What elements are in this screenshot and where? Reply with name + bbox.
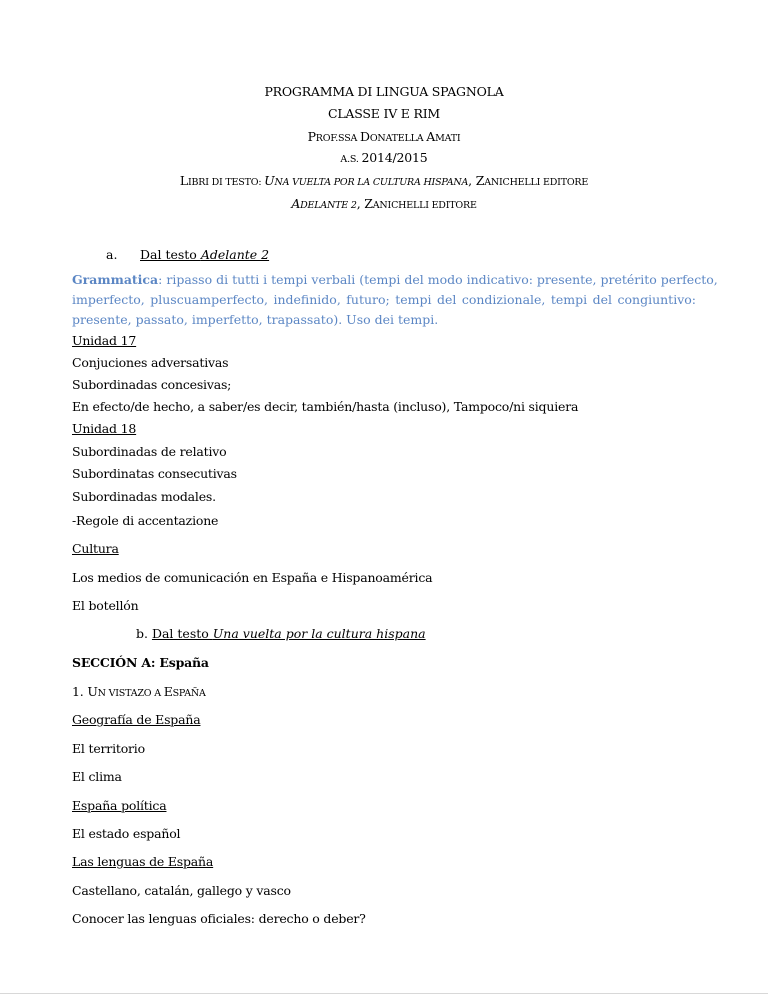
- list-item: El clima: [72, 769, 122, 784]
- grammatica-paragraph: Grammatica: ripasso di tutti i tempi verbali (tempi del modo indicativo: presente, pretérito perfecto, imperfecto, pluscuamperfecto, indefinido, futuro; tempi del condizionale, tempi del congiuntivo: presente, passato, imperfetto, trapassato). Uso dei tempi.: [72, 272, 718, 327]
- teacher-name: PROF.SSA DONATELLA AMATI: [307, 129, 461, 144]
- list-item: El estado español: [72, 826, 181, 841]
- list-item: El botellón: [72, 598, 139, 613]
- politica-heading: España política: [72, 798, 167, 813]
- list-item: Subordinatas consecutivas: [72, 466, 237, 481]
- list-item: Subordinadas modales.: [72, 489, 216, 504]
- unidad-18-heading: Unidad 18: [72, 421, 137, 436]
- document-title: PROGRAMMA DI LINGUA SPAGNOLA: [264, 84, 504, 99]
- list-item: -Regole di accentazione: [72, 513, 219, 528]
- list-item: Los medios de comunicación en España e Hispanoamérica: [72, 570, 433, 585]
- list-item: Conocer las lenguas oficiales: derecho o deber?: [72, 911, 366, 926]
- list-item: Subordinadas de relativo: [72, 444, 227, 459]
- vistazo-heading: 1. UN VISTAZO A ESPAÑA: [72, 684, 206, 699]
- class-name: CLASSE IV E RIM: [327, 106, 441, 121]
- list-item: Conjuciones adversativas: [72, 355, 229, 370]
- list-item: En efecto/de hecho, a saber/es decir, también/hasta (incluso), Tampoco/ni siquiera: [72, 399, 579, 414]
- school-year: A.S. 2014/2015: [340, 150, 428, 165]
- grammatica-label: Grammatica: [72, 272, 159, 287]
- cultura-heading: Cultura: [72, 541, 119, 556]
- textbooks-line: LIBRI DI TESTO: UNA VUELTA POR LA CULTURA HISPANA, ZANICHELLI EDITORE: [179, 173, 589, 188]
- section-a-heading: a. Dal testo Adelante 2: [106, 247, 270, 262]
- geografia-heading: Geografía de España: [72, 712, 201, 727]
- list-item: El territorio: [72, 741, 145, 756]
- list-item: Subordinadas concesivas;: [72, 377, 232, 392]
- lenguas-heading: Las lenguas de España: [72, 854, 214, 869]
- section-b-heading: b. Dal testo Una vuelta por la cultura hispana: [136, 626, 426, 641]
- unidad-17-heading: Unidad 17: [72, 333, 137, 348]
- textbook-2-line: ADELANTE 2, ZANICHELLI EDITORE: [291, 196, 477, 211]
- seccion-a-heading: SECCIÓN A: España: [72, 655, 209, 670]
- list-item: Castellano, catalán, gallego y vasco: [72, 883, 291, 898]
